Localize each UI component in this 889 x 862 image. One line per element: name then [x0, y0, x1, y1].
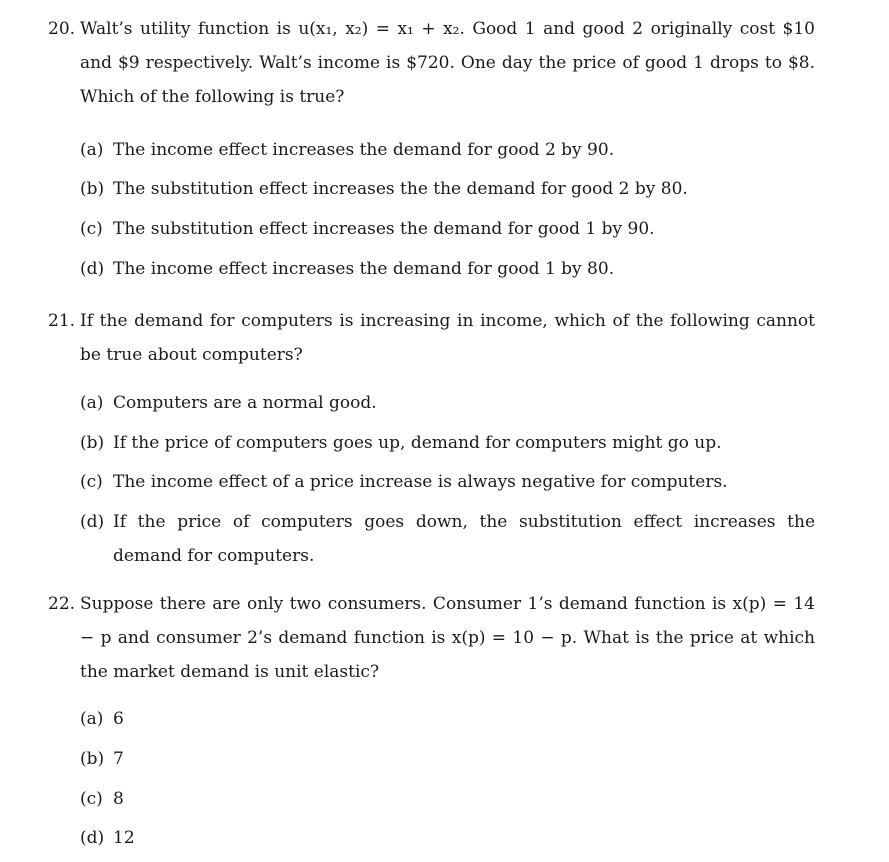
- option-text: The substitution effect increases the the demand for good 2 by 80.: [113, 179, 688, 199]
- option-21b: [80, 426, 815, 460]
- option-22a: [80, 702, 815, 736]
- option-text: The income effect increases the demand for good 2 by 90.: [113, 140, 615, 160]
- option-label: (d): [80, 512, 105, 532]
- option-text: The substitution effect increases the demand for good 1 by 90.: [113, 219, 655, 239]
- question-stem: Walt’s utility function is u(x₁, x₂) = x₁ + x₂. Good 1 and good 2 originally cost $10 and $9 respectively. Walt’s income is $720. One day the price of good 1 drops to $8. Which of the following is true?: [80, 19, 815, 107]
- option-label: (a): [80, 709, 104, 729]
- option-label: (d): [80, 259, 105, 279]
- option-label: (d): [80, 828, 105, 848]
- option-label: (a): [80, 393, 104, 413]
- option-text: 8: [113, 789, 124, 809]
- option-21a: [80, 386, 815, 420]
- option-20d: [80, 252, 815, 286]
- question-stem: Suppose there are only two consumers. Consumer 1’s demand function is x(p) = 14 − p and consumer 2’s demand function is x(p) = 10 − p. What is the price at which the market demand is unit elastic?: [80, 594, 815, 682]
- option-label: (a): [80, 140, 104, 160]
- option-text: Computers are a normal good.: [113, 393, 377, 413]
- option-22d: [80, 821, 815, 855]
- option-text: If the price of computers goes up, demand for computers might go up.: [113, 433, 722, 453]
- option-text: 6: [113, 709, 124, 729]
- option-20c: [80, 212, 815, 246]
- option-label: (b): [80, 749, 105, 769]
- option-label: (b): [80, 179, 105, 199]
- option-22b: [80, 742, 815, 776]
- option-label: (c): [80, 219, 103, 239]
- question-number: 22.: [48, 594, 76, 614]
- question-number: 21.: [48, 311, 76, 331]
- option-20b: [80, 172, 815, 206]
- option-20a: [80, 133, 815, 167]
- option-label: (c): [80, 789, 103, 809]
- option-text: If the price of computers goes down, the substitution effect increases the demand for computers.: [113, 512, 815, 566]
- question-number: 20.: [48, 19, 76, 39]
- option-text: 7: [113, 749, 124, 769]
- option-21c: [80, 465, 815, 499]
- option-label: (c): [80, 472, 103, 492]
- option-text: 12: [113, 828, 135, 848]
- question-stem: If the demand for computers is increasing in income, which of the following cannot be true about computers?: [80, 311, 815, 365]
- option-text: The income effect increases the demand for good 1 by 80.: [113, 259, 615, 279]
- option-text: The income effect of a price increase is always negative for computers.: [113, 472, 728, 492]
- option-label: (b): [80, 433, 105, 453]
- option-22c: [80, 782, 815, 816]
